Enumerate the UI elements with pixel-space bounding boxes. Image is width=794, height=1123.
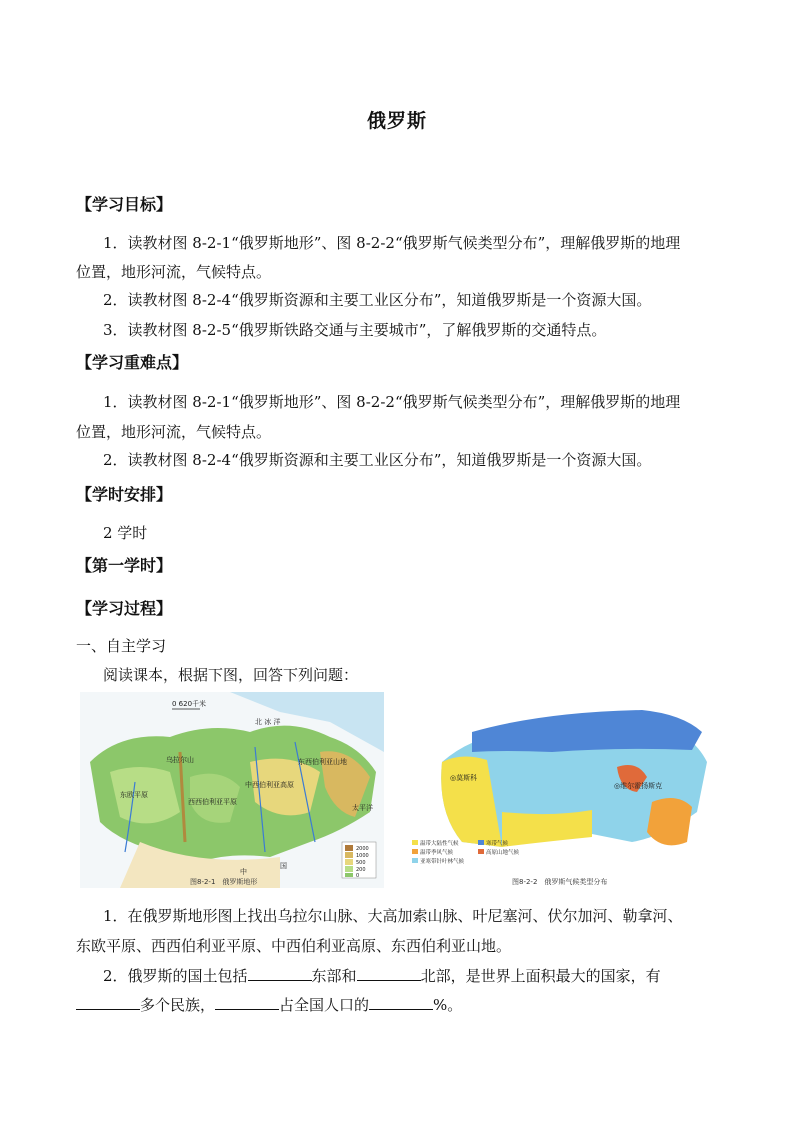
label-moscow: ◎莫斯科 [450,774,478,782]
blank-4[interactable] [215,995,279,1010]
climate-caption: 图8-2-2 俄罗斯气候类型分布 [512,878,608,886]
elevation-legend [342,842,376,879]
climate-map-graphic [392,692,716,888]
blank-2[interactable] [357,966,421,981]
q2-part-d: 多个民族， [140,996,216,1014]
figure-maps [80,692,716,888]
question-2-line-1 [103,966,661,986]
svg-text:500: 500 [356,860,366,866]
time-heading: 【学时安排】 [76,485,173,504]
goal-2: 2．读教材图 8-2-4“俄罗斯资源和主要工业区分布”，知道俄罗斯是一个资源大国。 [103,291,652,309]
svg-text:高原山地气候: 高原山地气候 [486,850,520,856]
svg-text:亚寒带针叶林气候: 亚寒带针叶林气候 [420,859,465,865]
question-1-line-2: 东欧平原、西西伯利亚平原、中西伯利亚高原、东西伯利亚山地。 [76,937,512,955]
climate-map [392,692,716,888]
key-heading: 【学习重难点】 [76,353,189,372]
label-west-siberia: 西西伯利亚平原 [188,798,237,806]
svg-text:0: 0 [356,873,360,879]
svg-text:寒带气候: 寒带气候 [486,841,509,847]
terrain-map [80,692,384,888]
label-east-siberia: 东西伯利亚山地 [298,758,347,766]
label-verkhoyansk: ◎维尔霍扬斯克 [614,782,663,790]
goal-1b: 位置，地形河流，气候特点。 [76,263,272,281]
key-1a: 1．读教材图 8-2-1“俄罗斯地形”、图 8-2-2“俄罗斯气候类型分布”，理解俄罗斯的地理 [103,393,681,411]
q2-part-f: %。 [433,996,463,1014]
svg-text:温带大陆性气候: 温带大陆性气候 [420,841,459,847]
q2-part-c: 北部，是世界上面积最大的国家，有 [420,967,661,985]
terrain-map-graphic [80,692,384,888]
q2-part-e: 占全国人口的 [279,996,370,1014]
q2-part-a: 2．俄罗斯的国土包括 [103,967,248,985]
goal-1a: 1．读教材图 8-2-1“俄罗斯地形”、图 8-2-2“俄罗斯气候类型分布”，理解俄罗斯的地理 [103,234,681,252]
label-east-europe: 东欧平原 [120,791,148,799]
label-pacific: 太平洋 [352,804,373,812]
q2-part-b: 东部和 [311,967,357,985]
scale-text: 0 620千米 [172,700,207,708]
terrain-caption: 图8-2-1 俄罗斯地形 [190,878,258,886]
blank-3[interactable] [76,995,140,1010]
label-china-b: 国 [280,862,287,870]
question-1-line-1: 1．在俄罗斯地形图上找出乌拉尔山脉、大高加索山脉、叶尼塞河、伏尔加河、勒拿河、 [103,907,683,925]
first-period-heading: 【第一学时】 [76,556,173,575]
svg-text:2000: 2000 [356,846,369,852]
label-china-a: 中 [240,868,247,876]
goal-3: 3．读教材图 8-2-5“俄罗斯铁路交通与主要城市”，了解俄罗斯的交通特点。 [103,321,607,339]
page-title: 俄罗斯 [366,110,427,132]
goals-heading: 【学习目标】 [76,195,173,214]
process-heading: 【学习过程】 [76,599,173,618]
blank-1[interactable] [248,966,312,981]
label-central-siberia: 中西伯利亚高原 [245,781,294,789]
intro-text: 阅读课本，根据下图，回答下列问题： [103,666,359,684]
svg-text:200: 200 [356,867,366,873]
svg-text:温带季风气候: 温带季风气候 [420,850,454,856]
part-1-label: 一、自主学习 [76,637,167,655]
label-ural: 乌拉尔山 [166,756,194,764]
svg-text:1000: 1000 [356,853,369,859]
key-2: 2．读教材图 8-2-4“俄罗斯资源和主要工业区分布”，知道俄罗斯是一个资源大国。 [103,451,652,469]
label-arctic: 北 冰 洋 [255,718,281,726]
question-2-line-2 [76,995,462,1015]
blank-5[interactable] [369,995,433,1010]
time-value: 2 学时 [103,524,148,542]
key-1b: 位置，地形河流，气候特点。 [76,423,272,441]
